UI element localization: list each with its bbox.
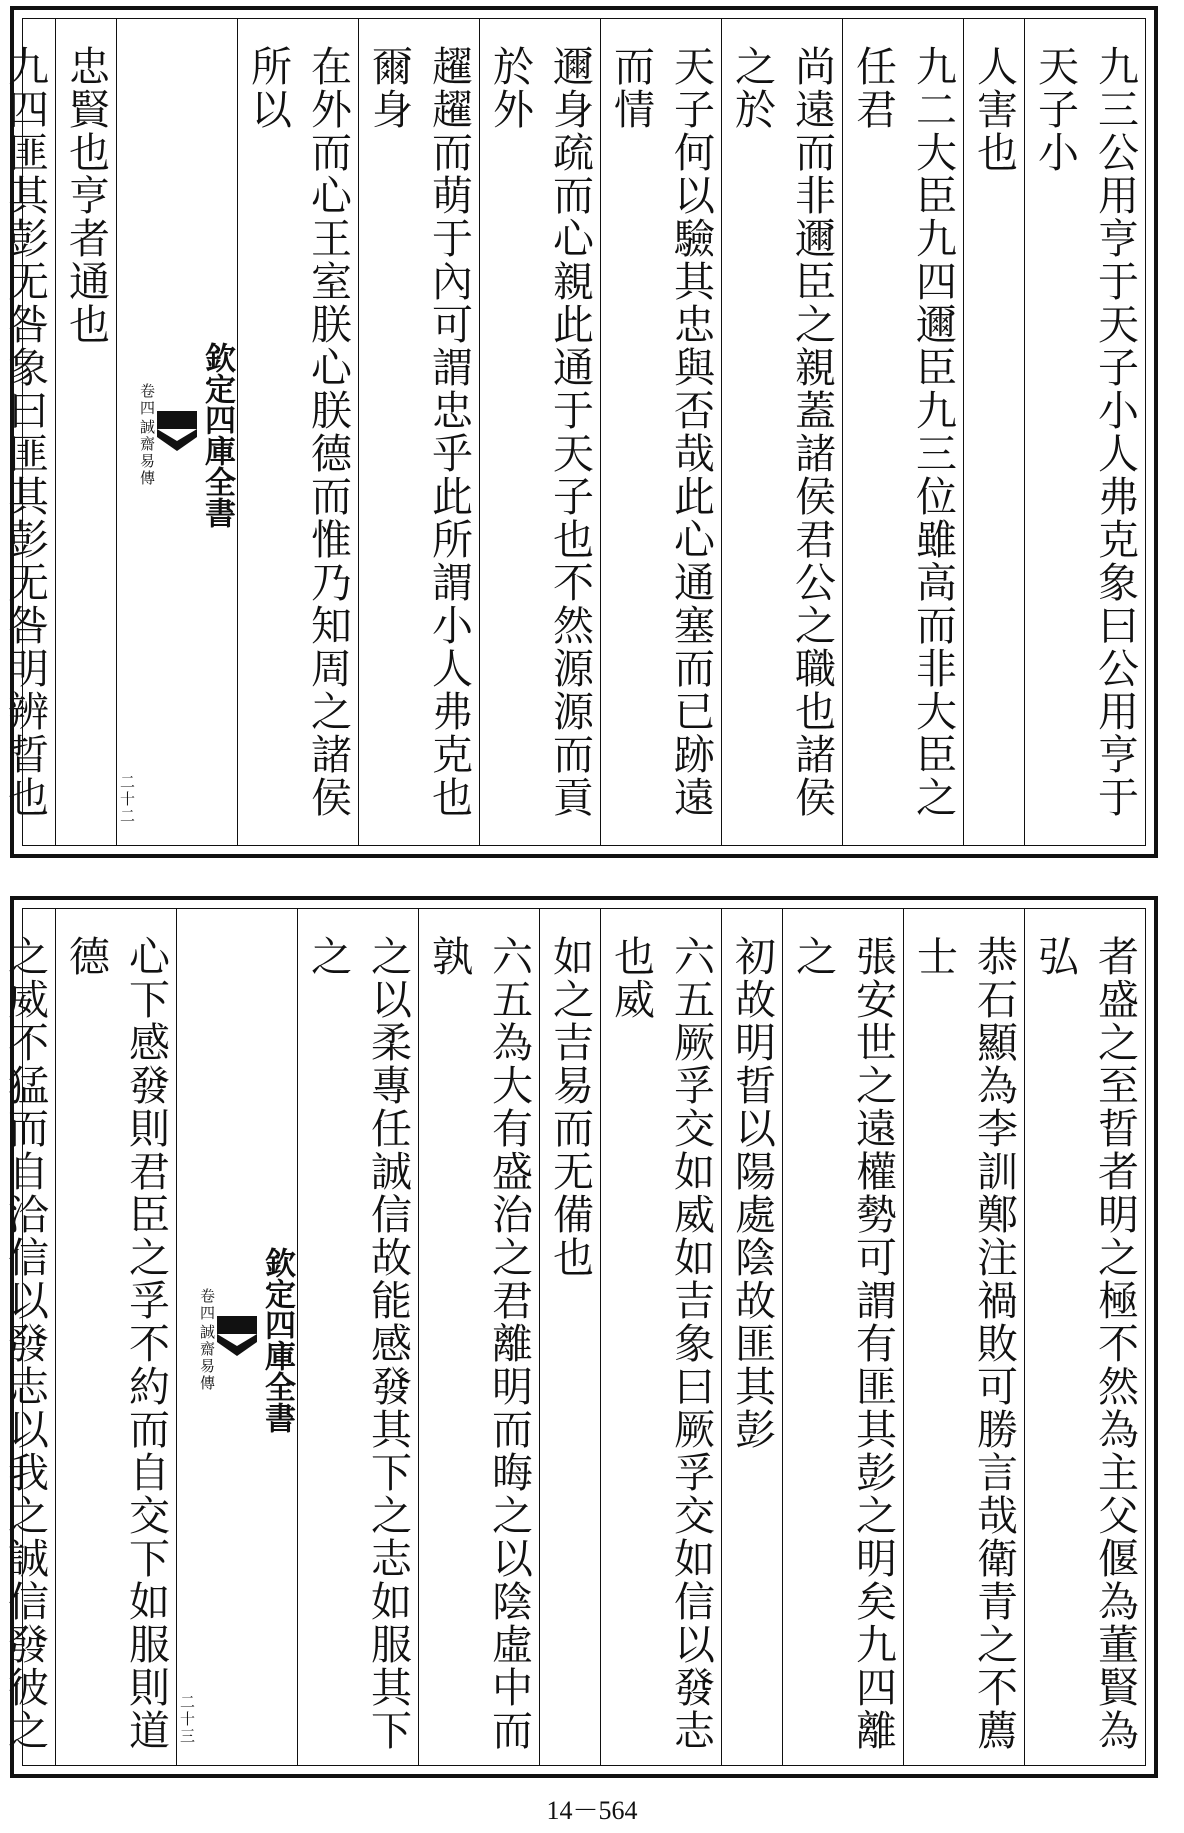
text-column: 之以柔專任誠信故能感發其下之志如服其下之 bbox=[297, 909, 418, 1765]
leaf-number: 二十三 bbox=[178, 1694, 196, 1745]
bottom-page-frame bbox=[1, 908, 1146, 1766]
text-column: 九二大臣九四邇臣九三位雖高而非大臣之任君 bbox=[842, 19, 963, 845]
text-column: 在外而心王室朕心朕德而惟乃知周之諸侯所以 bbox=[237, 19, 358, 845]
page-footer-number: 14－564 bbox=[546, 1796, 638, 1825]
fish-tail-mark-icon bbox=[217, 1316, 257, 1362]
text-column: 九四匪其彭无咎象曰匪其彭无咎明辨晢也 bbox=[0, 19, 55, 845]
text-column: 六五厥孚交如威如吉象曰厥孚交如信以發志也威 bbox=[600, 909, 721, 1765]
center-margin bbox=[176, 909, 297, 1765]
text-column: 恭石顯為李訓鄭注禍敗可勝言哉衛青之不薦士 bbox=[903, 909, 1024, 1765]
library-title: 欽定四庫全書 bbox=[199, 342, 235, 528]
book-title: 誠齋易傳 bbox=[198, 1324, 216, 1392]
text-column: 之威不猛而自洽信以發志以我之誠信發彼之 bbox=[0, 909, 55, 1765]
volume-label: 卷四 bbox=[198, 1288, 216, 1322]
text-column: 心下感發則君臣之孚不約而自交下如服則道德 bbox=[55, 909, 176, 1765]
book-title: 誠齋易傳 bbox=[138, 419, 156, 487]
text-column: 九三公用亨于天子小人弗克象曰公用亨于天子小 bbox=[1024, 19, 1145, 845]
text-column: 邇身疏而心親此通于天子也不然源源而貢於外 bbox=[479, 19, 600, 845]
fish-tail-mark-icon bbox=[157, 411, 197, 457]
book-info bbox=[137, 383, 157, 487]
text-column: 張安世之遠權勢可謂有匪其彭之明矣九四離之 bbox=[782, 909, 903, 1765]
library-title: 欽定四庫全書 bbox=[259, 1247, 295, 1433]
bottom-page bbox=[1, 896, 1158, 1778]
top-page-columns bbox=[1, 19, 1145, 845]
text-column: 尚遠而非邇臣之親蓋諸侯君公之職也諸侯之於 bbox=[721, 19, 842, 845]
center-margin bbox=[116, 19, 237, 845]
text-column: 天子何以驗其忠與否哉此心通塞而已跡遠而情 bbox=[600, 19, 721, 845]
text-column: 忠賢也亨者通也 bbox=[55, 19, 116, 845]
text-column: 初故明晢以陽處陰故匪其彭 bbox=[721, 909, 782, 1765]
text-column: 如之吉易而无備也 bbox=[539, 909, 600, 1765]
bottom-page-columns bbox=[1, 909, 1145, 1765]
book-info bbox=[197, 1288, 217, 1392]
text-column: 趯趯而萌于內可謂忠乎此所謂小人弗克也爾身 bbox=[358, 19, 479, 845]
text-column: 六五為大有盛治之君離明而晦之以陰虛中而孰 bbox=[418, 909, 539, 1765]
volume-label: 卷四 bbox=[138, 383, 156, 417]
text-column: 人害也 bbox=[963, 19, 1024, 845]
text-column: 者盛之至晢者明之極不然為主父偃為董賢為弘 bbox=[1024, 909, 1145, 1765]
leaf-number: 二十二 bbox=[118, 774, 136, 825]
top-page-frame bbox=[1, 18, 1146, 846]
top-page bbox=[1, 6, 1158, 858]
